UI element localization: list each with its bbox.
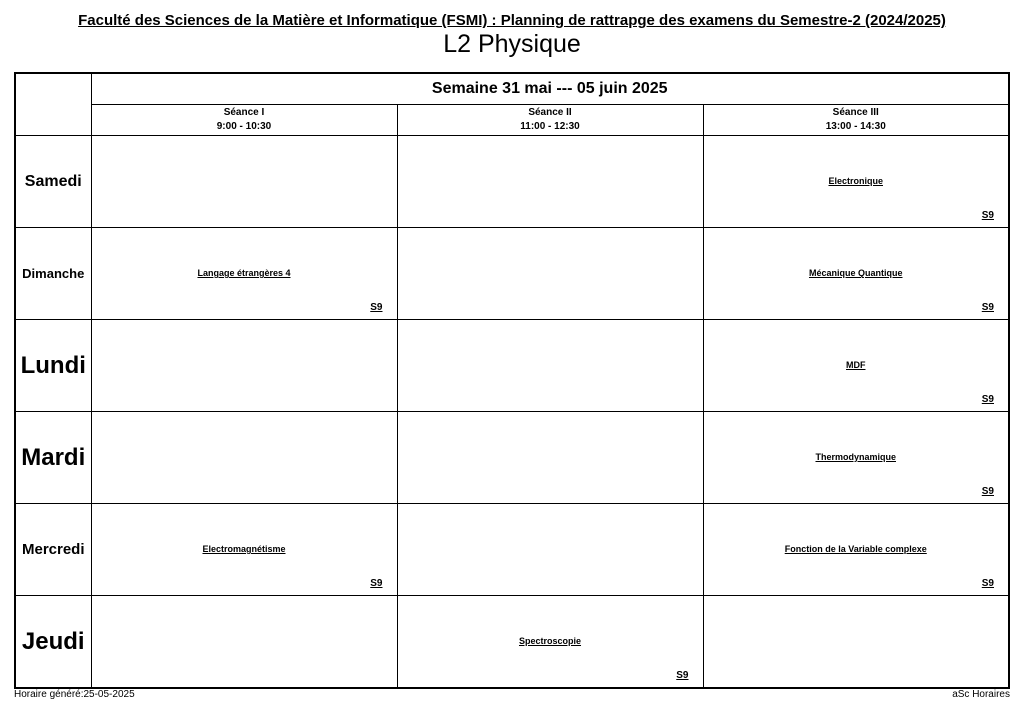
slot-cell bbox=[703, 596, 1009, 689]
slot-cell bbox=[703, 412, 1009, 504]
seance-name: Séance III bbox=[832, 107, 879, 118]
slot-cell bbox=[91, 320, 397, 412]
day-row-mardi bbox=[15, 412, 1009, 504]
slot-cell bbox=[91, 412, 397, 504]
day-label: Jeudi bbox=[15, 596, 91, 689]
slot-cell bbox=[397, 320, 703, 412]
exam-subject: Fonction de la Variable complexe bbox=[784, 544, 927, 554]
seance-time: 9:00 - 10:30 bbox=[216, 121, 272, 132]
exam-subject: Electromagnétisme bbox=[202, 544, 286, 554]
day-label: Mardi bbox=[15, 412, 91, 504]
exam-room: S9 bbox=[981, 486, 994, 497]
exam-room: S9 bbox=[981, 302, 994, 313]
exam-room: S9 bbox=[676, 670, 689, 681]
day-row-jeudi bbox=[15, 596, 1009, 689]
exam-room: S9 bbox=[981, 394, 994, 405]
slot-cell bbox=[397, 596, 703, 689]
exam-subject: Mécanique Quantique bbox=[808, 268, 903, 278]
slot-cell bbox=[703, 136, 1009, 228]
document-title: Faculté des Sciences de la Matière et Informatique (FSMI) : Planning de rattrapge des examens du Semestre-2 (2024/2025) bbox=[78, 12, 946, 29]
day-label: Samedi bbox=[15, 136, 91, 228]
exam-room: S9 bbox=[981, 578, 994, 589]
exam-subject: Thermodynamique bbox=[815, 452, 896, 462]
day-row-dimanche bbox=[15, 228, 1009, 320]
slot-cell bbox=[91, 228, 397, 320]
corner-cell bbox=[15, 73, 91, 136]
seance-header-3 bbox=[703, 105, 1009, 136]
slot-cell bbox=[703, 504, 1009, 596]
exam-room: S9 bbox=[981, 210, 994, 221]
class-name: L2 Physique bbox=[443, 30, 581, 58]
seance-time: 13:00 - 14:30 bbox=[825, 121, 886, 132]
exam-room: S9 bbox=[370, 578, 383, 589]
week-label: Semaine 31 mai --- 05 juin 2025 bbox=[91, 73, 1009, 105]
slot-cell bbox=[397, 228, 703, 320]
exam-subject: Electronique bbox=[828, 176, 883, 186]
slot-cell bbox=[397, 412, 703, 504]
seance-header-2 bbox=[397, 105, 703, 136]
day-label: Mercredi bbox=[15, 504, 91, 596]
day-label: Lundi bbox=[15, 320, 91, 412]
slot-cell bbox=[91, 596, 397, 689]
exam-subject: Spectroscopie bbox=[518, 636, 582, 646]
exam-room: S9 bbox=[370, 302, 383, 313]
exam-subject: Langage étrangères 4 bbox=[197, 268, 291, 278]
slot-cell bbox=[91, 136, 397, 228]
slot-cell bbox=[703, 228, 1009, 320]
timetable bbox=[14, 72, 1010, 689]
day-row-mercredi bbox=[15, 504, 1009, 596]
seance-name: Séance I bbox=[223, 107, 265, 118]
seance-name: Séance II bbox=[528, 107, 572, 118]
day-row-samedi bbox=[15, 136, 1009, 228]
exam-subject: MDF bbox=[846, 360, 866, 370]
seance-time: 11:00 - 12:30 bbox=[520, 121, 580, 132]
seance-header-1 bbox=[91, 105, 397, 136]
software-name: aSc Horaires bbox=[952, 689, 1010, 700]
day-row-lundi bbox=[15, 320, 1009, 412]
slot-cell bbox=[91, 504, 397, 596]
generated-date: Horaire généré:25-05-2025 bbox=[14, 689, 135, 700]
slot-cell bbox=[397, 504, 703, 596]
day-label: Dimanche bbox=[15, 228, 91, 320]
slot-cell bbox=[703, 320, 1009, 412]
slot-cell bbox=[397, 136, 703, 228]
